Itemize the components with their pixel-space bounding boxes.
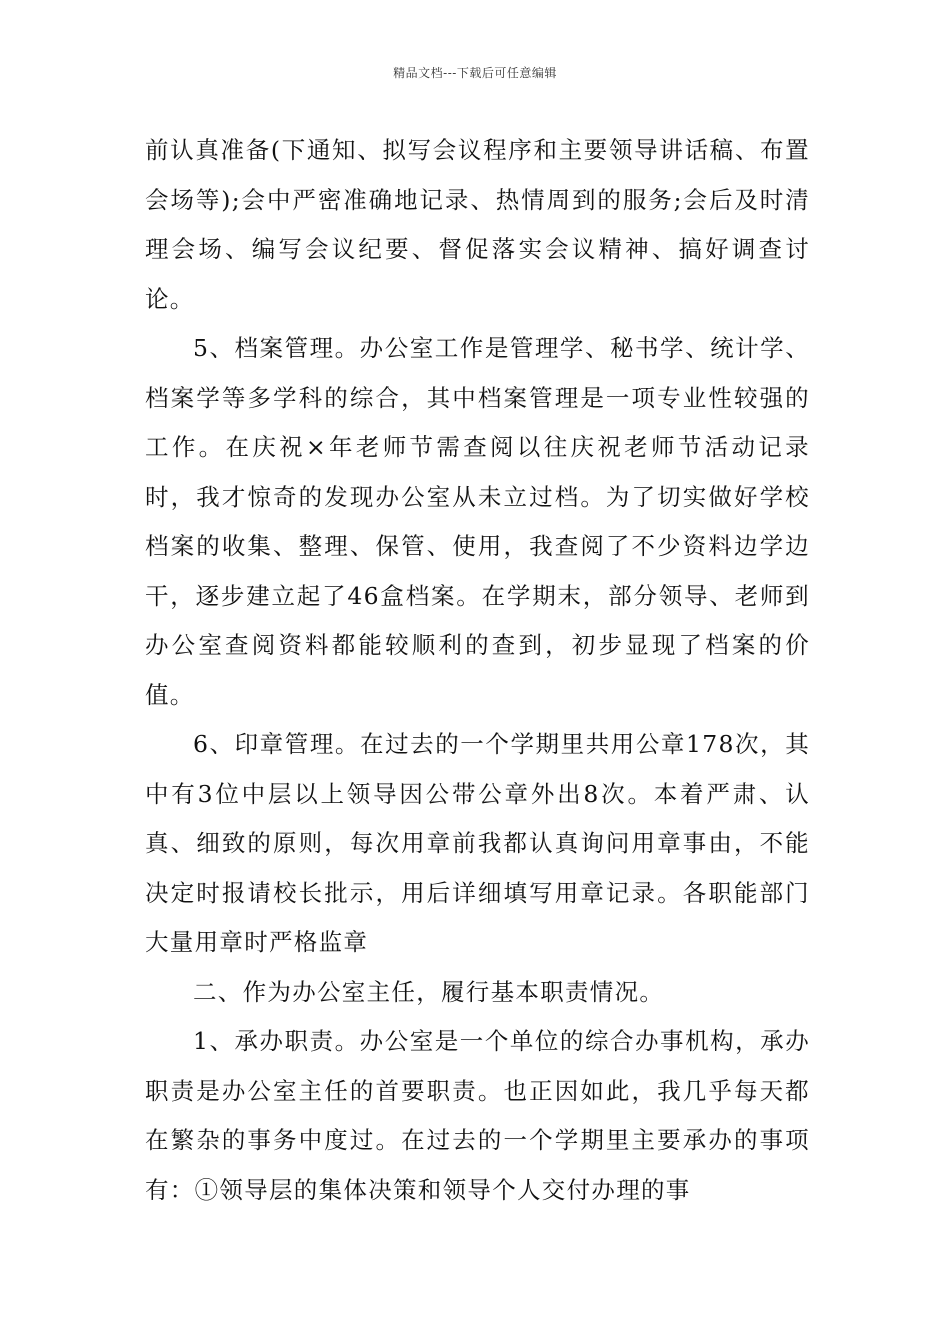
paragraph-meeting-prep: 前认真准备(下通知、拟写会议程序和主要领导讲话稿、布置会场等);会中严密准确地记录、热情周到的服务;会后及时清理会场、编写会议纪要、督促落实会议精神、搞好调查讨论。 bbox=[145, 136, 810, 313]
header-note: 精品文档---下载后可任意编辑 bbox=[393, 66, 557, 80]
paragraph-seal-management: 6、印章管理。在过去的一个学期里共用公章178次，其中有3位中层以上领导因公带公章外出8次。本着严肃、认真、细致的原则，每次用章前我都认真询问用章事由，不能决定时报请校长批示，用后详细填写用章记录。各职能部门大量用章时严格监章 bbox=[145, 730, 810, 956]
paragraph-undertaking-duties: 1、承办职责。办公室是一个单位的综合办事机构，承办职责是办公室主任的首要职责。也正因如此，我几乎每天都在繁杂的事务中度过。在过去的一个学期里主要承办的事项有：①领导层的集体决策和领导个人交付办理的事 bbox=[145, 1027, 810, 1204]
paragraph-archive-management: 5、档案管理。办公室工作是管理学、秘书学、统计学、档案学等多学科的综合，其中档案管理是一项专业性较强的工作。在庆祝×年老师节需查阅以往庆祝老师节活动记录时，我才惊奇的发现办公室从未立过档。为了切实做好学校档案的收集、整理、保管、使用，我查阅了不少资料边学边干，逐步建立起了46盒档案。在学期末，部分领导、老师到办公室查阅资料都能较顺利的查到，初步显现了档案的价值。 bbox=[145, 334, 810, 709]
section-heading-duties: 二、作为办公室主任，履行基本职责情况。 bbox=[193, 977, 665, 1006]
document-body bbox=[145, 126, 810, 1215]
